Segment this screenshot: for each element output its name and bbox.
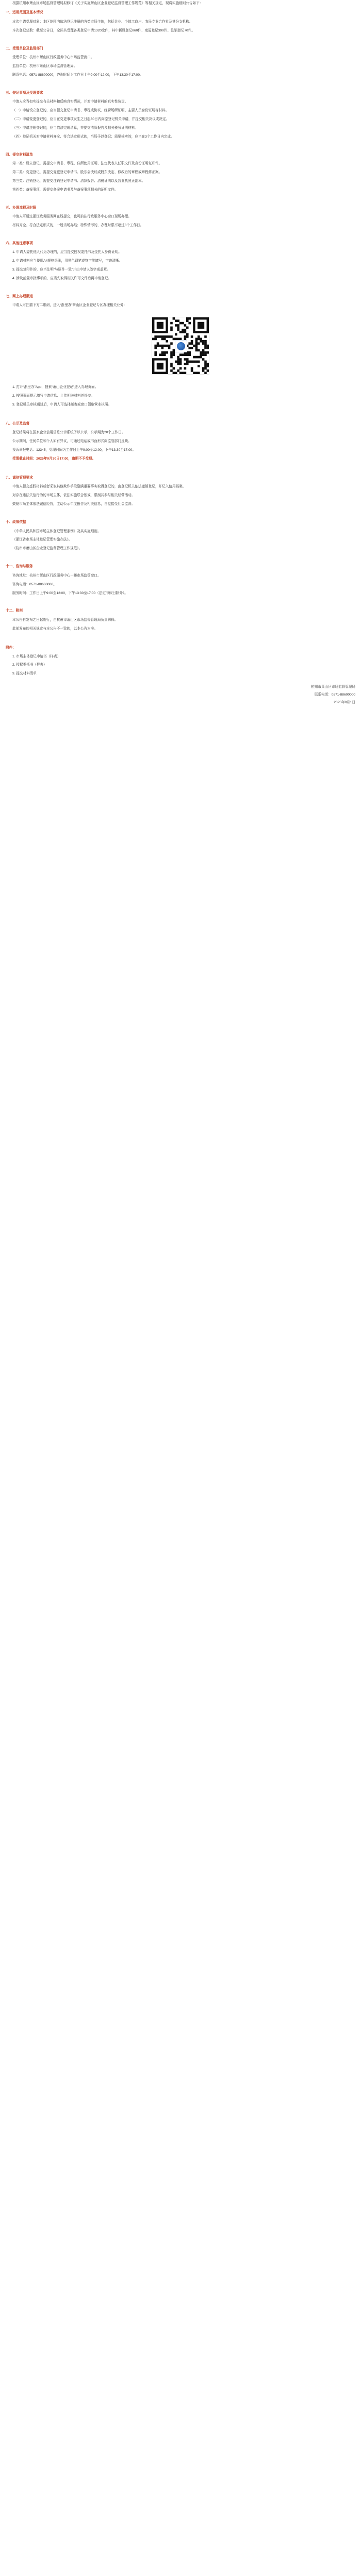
more-paragraph: 服务时间：工作日上午9:00至12:00，下午13:30至17:00（法定节假日除外）。 [12, 591, 128, 595]
section-paragraph: 1. 申请人委托他人代为办理的，应当提交授权委托书及受托人身份证明。 [12, 250, 122, 255]
more-paragraph: 鼓励市场主体依法诚信经营，主动公示年度报告及相关信息，自觉接受社会监督。 [12, 502, 135, 506]
section-paragraph: 4. 涉及前置审批事项的，应当先取得相关许可文件后再申请登记。 [12, 277, 111, 281]
section-paragraph: 第二类：变更登记，需提交变更登记申请书、股东会决议或股东决定、修改后的章程或章程修正案。 [12, 171, 162, 174]
section-section [6, 205, 355, 238]
signature-block [6, 683, 355, 706]
section-heading: 二、受理单位及监管部门 [6, 46, 43, 50]
section-paragraph: 材料齐全、符合法定形式的，一般当场办结；特殊情形的，办理时限不超过3个工作日。 [12, 224, 144, 228]
deadline-notice: 受理截止时间：2025年9月30日17:00，逾期不予受理。 [12, 457, 96, 461]
more-section-list [6, 474, 355, 641]
signature-phone: 联系电话：0571-88600000 [314, 692, 355, 697]
more-paragraph: 咨询地址：杭州市萧山区行政服务中心一楼市场监管窗口。 [12, 573, 101, 578]
section-heading: 五、办理流程及时限 [6, 206, 37, 210]
section-paragraph: 申请人应当如实提交有关材料和反映真实情况，并对申请材料的真实性负责。 [12, 100, 128, 104]
section-paragraph: （三）申请注销登记的，应当依法完成清算，并提交清算报告及相关税务证明材料。 [12, 126, 138, 130]
section-paragraph: 本次登记总数：截至公告日，全区共受理各类登记申请1320余件，其中新设登记860件、变更登记390件、注销登记70件。 [12, 28, 195, 32]
more-paragraph: 《中华人民共和国市场主体登记管理条例》及其实施细则。 [12, 529, 101, 533]
more-paragraph: 《浙江省市场主体登记管理实施办法》。 [12, 538, 72, 542]
section-paragraph: 受理单位：杭州市萧山区行政服务中心市场监管窗口。 [12, 56, 94, 60]
more-heading: 十、政策依据 [6, 520, 26, 524]
section-list [6, 9, 355, 291]
section-paragraph: （一）申请设立登记的，应当提交登记申请书、章程或协议、经营场所证明、主要人员身份证明等材料。 [12, 109, 169, 113]
more-section [6, 607, 355, 641]
more-paragraph: 《杭州市萧山区企业登记监督管理工作规范》。 [12, 547, 83, 551]
notice-paragraph: 登记结果将在国家企业信用信息公示系统予以公示，公示期为20个工作日。 [12, 431, 125, 435]
notice-section [6, 420, 355, 472]
more-paragraph: 本公告自发布之日起施行，由杭州市萧山区市场监督管理局负责解释。 [12, 618, 118, 622]
section-paragraph: 第三类：注销登记，需提交注销登记申请书、清算报告、清税证明以及营业执照正副本。 [12, 179, 145, 183]
more-paragraph: 对存在违法失信行为的市场主体，依法实施联合惩戒，限制其参与相关经营活动。 [12, 494, 135, 498]
more-heading: 十二、附则 [6, 609, 23, 613]
section-heading: 四、提交材料清单 [6, 152, 33, 157]
signature-date: 2025年9月1日 [334, 700, 355, 704]
section-heading: 一、适用范围及基本情况 [6, 11, 43, 15]
qr-section-heading: 七、网上办理渠道 [6, 294, 33, 298]
more-section [6, 563, 355, 605]
qr-step-paragraph: 2. 按照页面提示填写申请信息、上传相关材料并提交。 [12, 394, 94, 398]
section-paragraph: 2. 申请材料应当使用A4规格纸张，用黑色钢笔或签字笔填写，字迹清晰。 [12, 259, 123, 263]
section-section [6, 45, 355, 88]
section-paragraph: 第一类：设立登记，需提交申请书、章程、住所使用证明、法定代表人任职文件及身份证明复印件。 [12, 162, 162, 166]
intro-paragraph: 根据杭州市萧山区市场监督管理局拟修订《关于实施萧山区企业登记监督管理工作规范》等相关规定，现将实施细则公告如下： [12, 2, 203, 5]
section-section [6, 151, 355, 202]
qr-code-image[interactable] [152, 317, 209, 375]
section-paragraph: 申请人可通过浙江政务服务网在线提交，也可前往行政服务中心窗口现场办理。 [12, 215, 132, 219]
section-paragraph: 3. 提交复印件的，应当注明“与原件一致”并由申请人签字或盖章。 [12, 268, 110, 272]
section-section [6, 240, 355, 291]
section-paragraph: 监管单位：杭州市萧山区市场监督管理局。 [12, 64, 77, 68]
section-section [6, 90, 355, 149]
section-paragraph: 联系电话：0571-88600000，咨询时间为工作日上午9:00至12:00，下午13:30至17:00。 [12, 73, 143, 77]
section-heading: 三、登记事项及受理要求 [6, 91, 43, 95]
document-page [0, 0, 361, 713]
more-paragraph: 申请人提交虚假材料或者采取其他欺诈手段隐瞒重要事实取得登记的，由登记机关依法撤销登记，并记入信用档案。 [12, 485, 186, 489]
qr-section [6, 293, 355, 418]
qr-section-intro: 申请人可扫描下方二维码，进入“浙里办”萧山区企业登记专区办理相关业务： [12, 303, 127, 308]
section-paragraph: 本次申请受理对象：本区范围内依法登记注册的各类市场主体，包括企业、个体工商户、农民专业合作社及其分支机构。 [12, 20, 193, 24]
attachment-item[interactable]: 3. 提交材料清单 [12, 672, 37, 676]
signature-org: 杭州市萧山区市场监督管理局 [311, 685, 355, 689]
notice-paragraph: 公示期间，任何单位和个人如有异议，可通过电话或书面形式向监管部门反映。 [12, 439, 132, 444]
qr-step-paragraph: 1. 打开“浙里办”App，搜索“萧山企业登记”进入办理页面。 [12, 385, 99, 389]
more-heading: 九、诚信管理要求 [6, 476, 33, 480]
more-section [6, 474, 355, 517]
section-section [6, 9, 355, 43]
more-paragraph: 此前发布的相关规定与本公告不一致的，以本公告为准。 [12, 626, 97, 631]
section-paragraph: （二）申请变更登记的，应当在变更事项发生之日起30日内向原登记机关申请，并提交相关决议或决定。 [12, 117, 170, 121]
notice-heading: 八、公示及监督 [6, 422, 30, 426]
more-section [6, 519, 355, 561]
notice-paragraph: 投诉举报电话：12345，受理时间为工作日上午9:00至12:00，下午13:30至17:00。 [12, 448, 136, 452]
attachment-item[interactable]: 1. 市场主体登记申请书（样表） [12, 654, 61, 658]
section-paragraph: （四）登记机关对申请材料齐全、符合法定形式的，当场予以登记；需要核实的，应当在3个工作日内完成。 [12, 134, 174, 139]
section-paragraph: 第四类：备案事项，需提交备案申请书及与备案事项相关的证明文件。 [12, 188, 118, 192]
section-heading: 六、其他注意事项 [6, 241, 33, 245]
qr-logo-icon [175, 340, 187, 352]
more-heading: 十一、咨询与服务 [6, 565, 33, 569]
attachments [6, 645, 355, 678]
qr-step-paragraph: 3. 登记机关审核通过后，申请人可选择邮寄或窗口领取营业执照。 [12, 403, 111, 407]
attachment-item[interactable]: 2. 授权委托书（样表） [12, 663, 47, 667]
attachments-heading: 附件： [6, 646, 16, 650]
more-paragraph: 咨询电话：0571-88600000。 [12, 582, 57, 586]
